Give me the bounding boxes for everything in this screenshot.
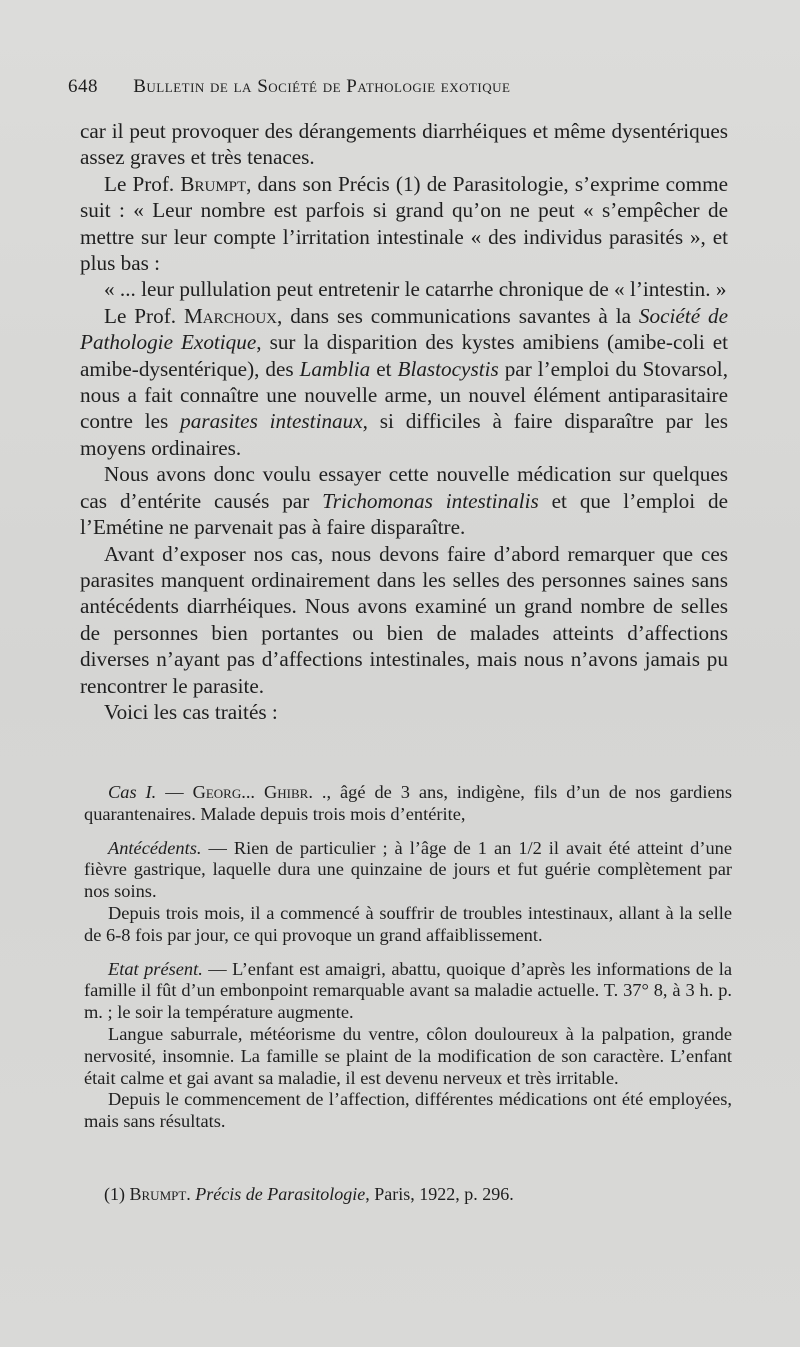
text-run: —	[156, 782, 193, 802]
paragraph	[80, 461, 728, 540]
footnote-marker: (1)	[104, 1184, 130, 1204]
paragraph	[80, 303, 728, 461]
paragraph: Voici les cas traités :	[104, 699, 278, 724]
page-header	[68, 76, 628, 98]
text-run: et que l’emploi de l’Emétine ne parvenait pas à faire disparaître.	[80, 488, 728, 540]
italic-text: Lamblia	[299, 356, 371, 381]
case-paragraph	[84, 959, 732, 1024]
italic-text: Trichomonas intestinalis	[322, 488, 539, 513]
main-text	[80, 118, 728, 725]
patient-name: Ghibr	[263, 782, 309, 802]
case-paragraph	[84, 838, 732, 903]
case-paragraph: Langue saburrale, météorisme du ventre, côlon douloureux à la palpation, grande nervosité, insomnie. La famille se plaint de la modification de son caractère. L’enfant était calme et gai avant sa maladie, il est devenu nerveux et très irritable.	[84, 1023, 732, 1088]
footnote	[104, 1184, 704, 1205]
section-label: Antécédents.	[108, 837, 202, 858]
case-report	[84, 782, 732, 1133]
text-run: , dans ses communications savantes à la	[276, 303, 639, 328]
author-name: Brumpt	[129, 1184, 187, 1204]
case-paragraph: Depuis le commencement de l’affection, différentes médications ont été employées, mais sans résultats.	[84, 1089, 732, 1132]
text-run: Nous avons donc voulu essayer cette nouvelle médication sur quelques cas d’entérite causés par	[80, 462, 728, 513]
page-number: 648	[68, 76, 98, 97]
paragraph: car il peut provoquer des dérangements diarrhéiques et même dysentériques assez graves et très tenaces.	[80, 119, 728, 170]
italic-text: Blastocystis	[397, 356, 499, 381]
text-run: — Rien de particulier ; à l’âge de 1 an 1/2 il avait été atteint d’une fièvre gastrique, laquelle dura une quinzaine de jours et fut guérie complètement par nos soins.	[84, 837, 732, 902]
book-title: Précis de Parasitologie	[195, 1184, 366, 1204]
text-run: par l’emploi du Stovarsol, nous a fait connaître une nouvelle arme, un nouvel élément antiparasitaire contre les	[80, 356, 728, 434]
text-run: et	[370, 356, 398, 381]
paragraph: Avant d’exposer nos cas, nous devons faire d’abord remarquer que ces parasites manquent ordinairement dans les selles des personnes saines sans antécédents diarrhéiques. Nous avons examiné un grand nombre de selles de personnes bien portantes ou bien de malades atteints d’affections diverses n’ayant pas d’affections intestinales, mais nous n’avons jamais pu rencontrer le parasite.	[80, 541, 728, 698]
text-run: — L’enfant est amaigri, abattu, quoique d’après les informations de la famille il fût d’un embonpoint remarquable avant sa maladie actuelle. T. 37° 8, à 3 h. p. m. ; le soir la température augmente.	[84, 958, 732, 1023]
running-title: Bulletin de la Société de Pathologie exotique	[133, 76, 511, 97]
text-run: Le Prof.	[104, 303, 184, 328]
text-run: , Paris, 1922, p. 296.	[365, 1184, 514, 1204]
italic-text: parasites intestinaux	[180, 409, 363, 434]
italic-text: Société de Pathologie Exotique	[80, 303, 729, 355]
author-name: Marchoux	[183, 303, 277, 328]
paragraph: « ... leur pullulation peut entretenir le catarrhe chronique de « l’intestin. »	[104, 277, 727, 302]
patient-name: Georg	[192, 782, 242, 802]
text-run: . ., âgé de 3 ans, indigène, fils d’un de nos gardiens quarantenaires. Malade depuis trois mois d’entérite,	[84, 782, 732, 824]
text-run: Le Prof.	[104, 171, 181, 196]
text-run: .	[186, 1184, 196, 1204]
paragraph	[80, 171, 728, 277]
case-label: Cas I.	[108, 782, 157, 802]
author-name: Brumpt	[180, 171, 247, 196]
case-heading	[84, 782, 732, 826]
section-label: Etat présent.	[108, 958, 203, 979]
text-run: , si difficiles à faire disparaître par les moyens ordinaires.	[80, 409, 728, 460]
text-run: , sur la disparition des kystes amibiens (amibe-coli et amibe-dysentérique), des	[80, 330, 728, 381]
text-run: , dans son Précis (1) de Parasitologie, s’exprime comme suit : « Leur nombre est parfois si grand qu’on ne peut « s’empêcher de mettre sur leur compte l’irritation intestinale « des individus parasités », et plus bas :	[80, 171, 728, 276]
text-run: ...	[241, 782, 264, 802]
case-paragraph: Depuis trois mois, il a commencé à souffrir de troubles intestinaux, allant à la selle de 6-8 fois par jour, ce qui provoque un grand affaiblissement.	[84, 902, 732, 945]
